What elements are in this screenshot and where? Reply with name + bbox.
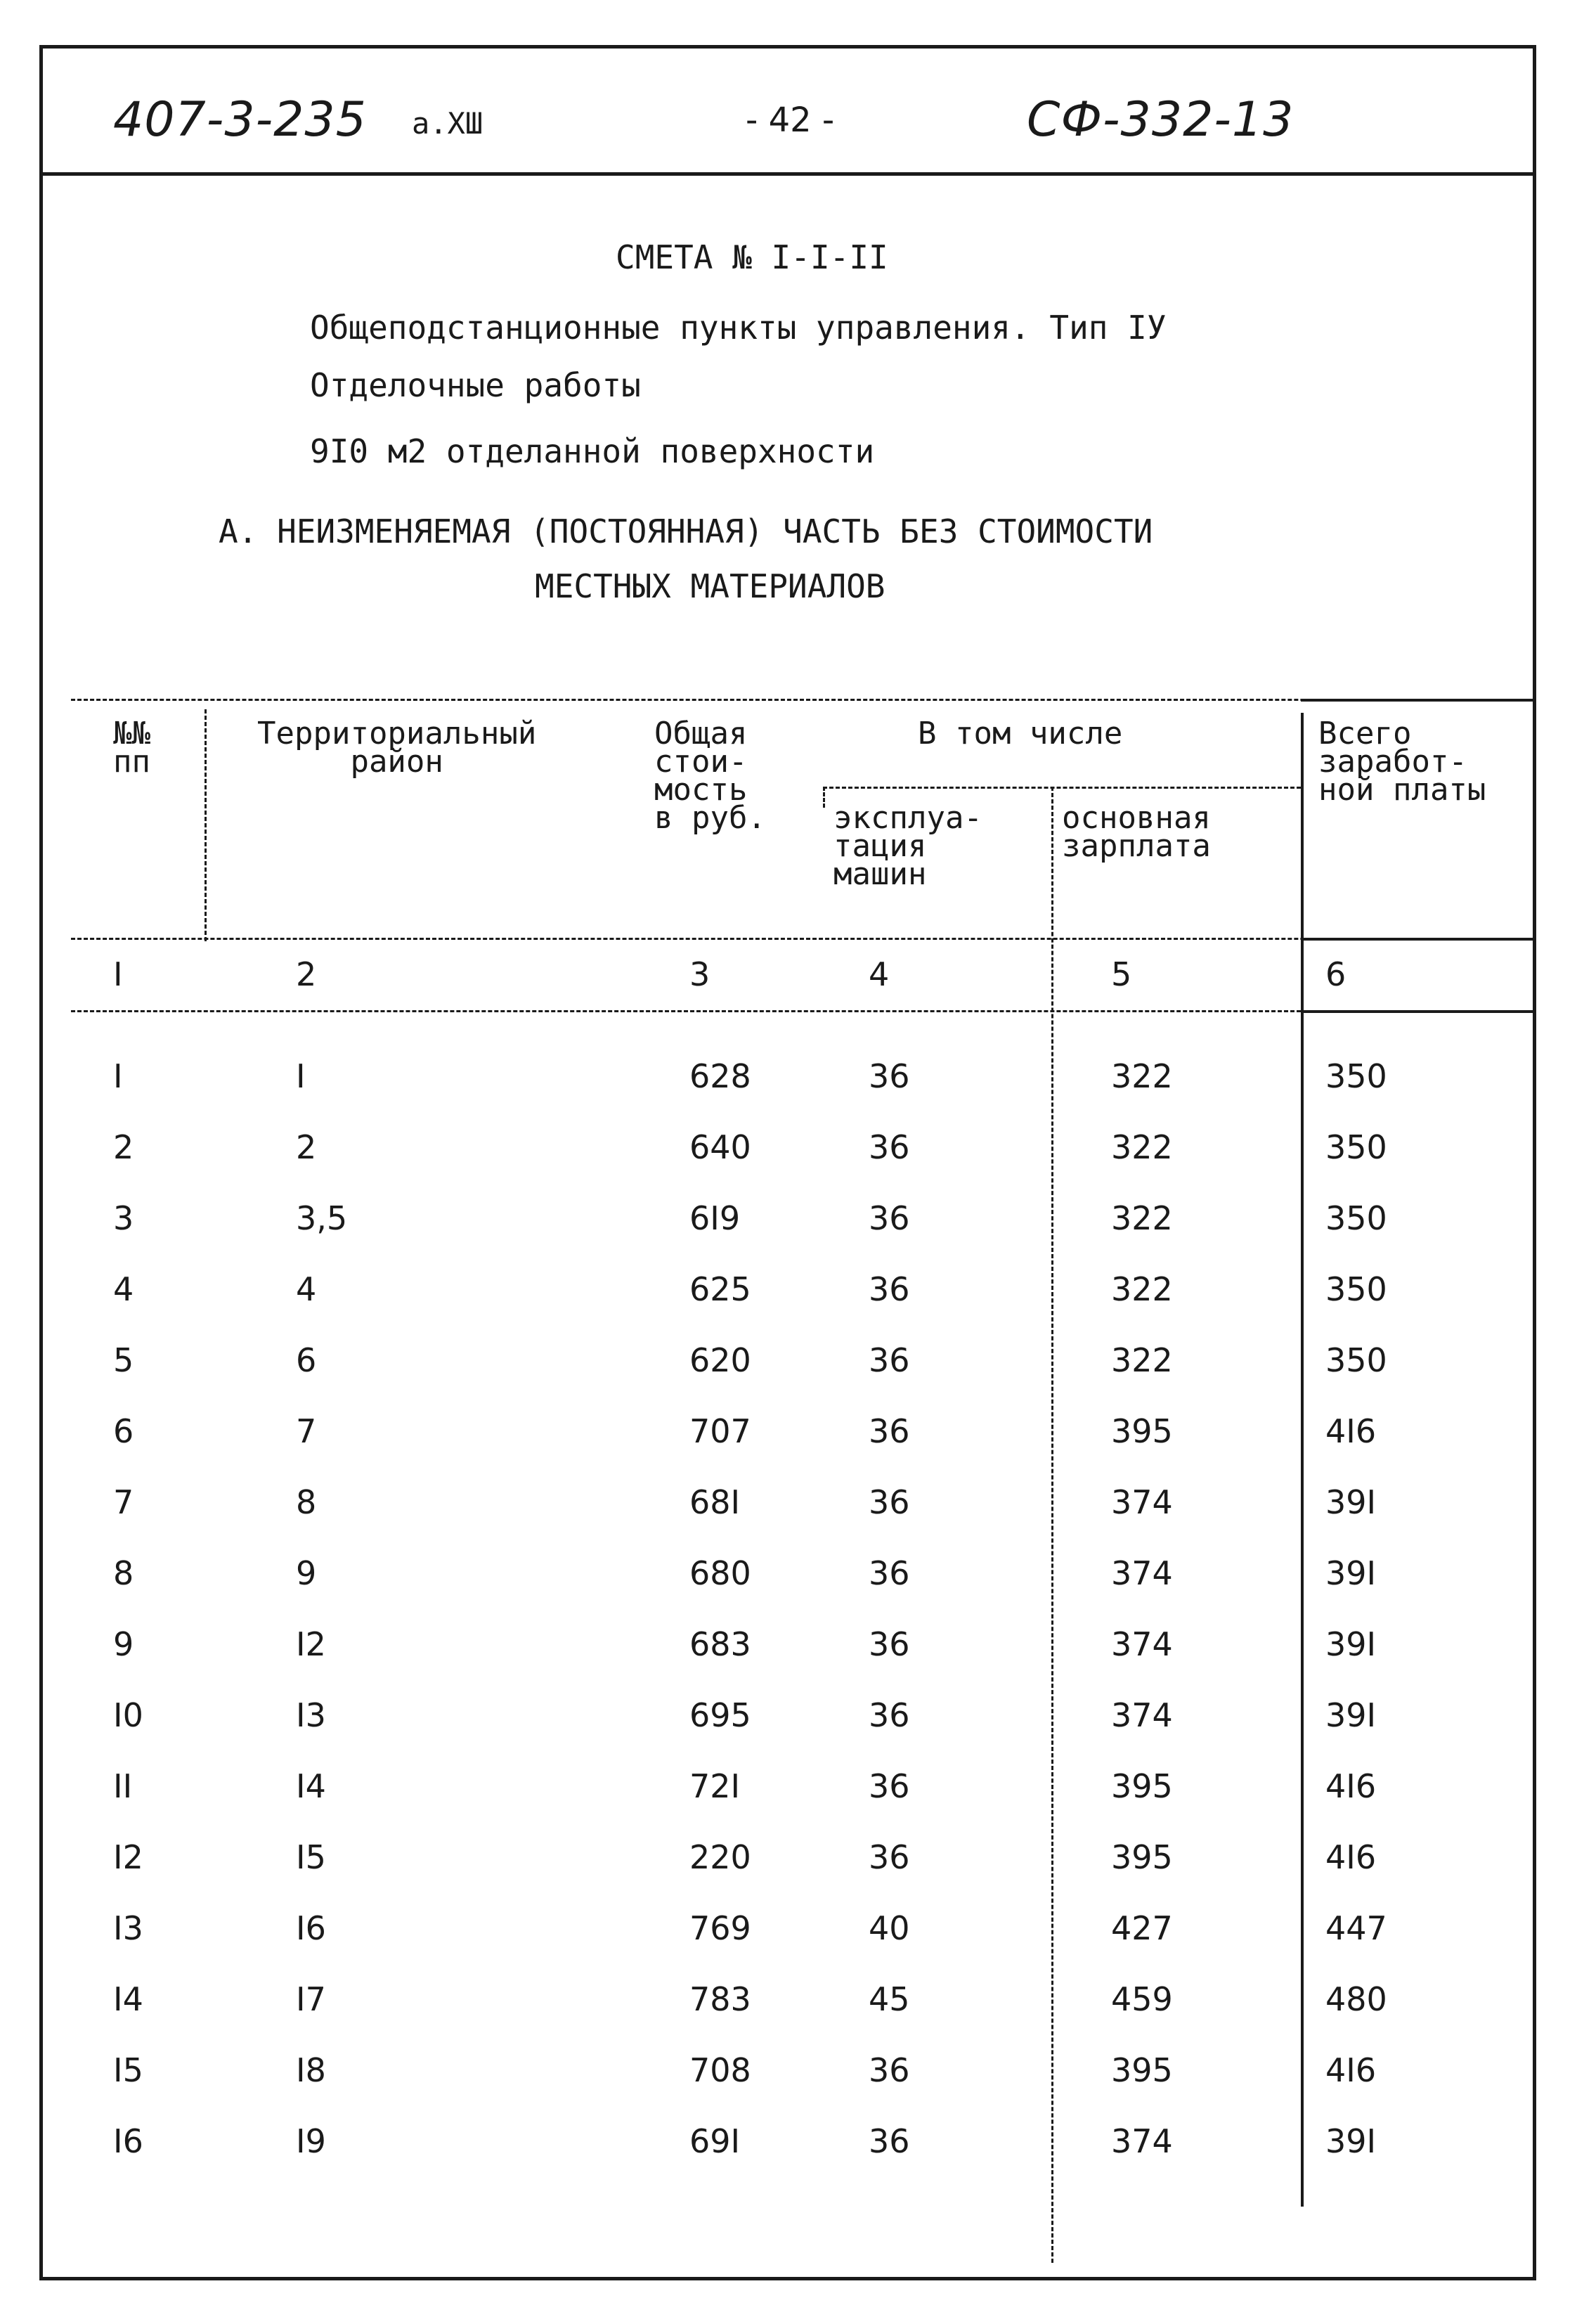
header-bottom-rule-solid (1301, 938, 1533, 941)
cell-base-salary: 322 (1111, 1270, 1173, 1308)
cell-total-salary: 4I6 (1325, 1412, 1377, 1450)
column-number-total-salary: 6 (1325, 955, 1346, 993)
cell-total-cost: 769 (689, 1909, 751, 1947)
cell-district: I2 (296, 1625, 326, 1663)
cell-total-salary: 39I (1325, 1625, 1377, 1663)
cell-machines: 45 (869, 1980, 910, 2018)
estimate-subtitle-object: Общеподстанционные пункты управления. Тип IУ (310, 309, 1167, 347)
cell-district: I4 (296, 1767, 326, 1805)
column-number-base-salary: 5 (1111, 955, 1132, 993)
cell-base-salary: 395 (1111, 1412, 1173, 1450)
cell-total-cost: 783 (689, 1980, 751, 2018)
cell-district: I6 (296, 1909, 326, 1947)
doc-code: 407-3-235 (113, 92, 367, 148)
cell-base-salary: 374 (1111, 2122, 1173, 2160)
cell-total-salary: 480 (1325, 1980, 1387, 2018)
cell-district: I7 (296, 1980, 326, 2018)
cell-total-cost: 640 (689, 1128, 751, 1166)
cell-base-salary: 395 (1111, 1767, 1173, 1805)
cell-district: 9 (296, 1554, 317, 1592)
cell-machines: 36 (869, 2122, 910, 2160)
cell-base-salary: 374 (1111, 1696, 1173, 1734)
cell-num: I (113, 1057, 123, 1095)
cell-num: I4 (113, 1980, 143, 2018)
cell-machines: 36 (869, 1057, 910, 1095)
cell-district: I9 (296, 2122, 326, 2160)
header-machines: эксплуа- тация машин (833, 800, 982, 892)
cell-total-cost: 6I9 (689, 1199, 741, 1237)
cell-num: I2 (113, 1838, 143, 1876)
cell-num: I5 (113, 2051, 143, 2089)
cell-num: 8 (113, 1554, 134, 1592)
cell-total-cost: 625 (689, 1270, 751, 1308)
cell-total-cost: 695 (689, 1696, 751, 1734)
cell-num: 5 (113, 1341, 134, 1379)
cell-total-salary: 350 (1325, 1057, 1387, 1095)
cell-district: 3,5 (296, 1199, 348, 1237)
cell-total-cost: 707 (689, 1412, 751, 1450)
cell-total-salary: 350 (1325, 1128, 1387, 1166)
cell-total-cost: 72I (689, 1767, 741, 1805)
column-number-machines: 4 (869, 955, 890, 993)
cell-district: I8 (296, 2051, 326, 2089)
page-number: - 42 - (746, 101, 835, 140)
cell-machines: 36 (869, 1412, 910, 1450)
title-block (43, 49, 1533, 176)
cell-district: 8 (296, 1483, 317, 1521)
cell-machines: 36 (869, 1128, 910, 1166)
cell-total-cost: 620 (689, 1341, 751, 1379)
cell-total-salary: 39I (1325, 2122, 1377, 2160)
cell-num: I6 (113, 2122, 143, 2160)
cell-total-salary: 350 (1325, 1341, 1387, 1379)
cell-machines: 36 (869, 1483, 910, 1521)
cell-total-salary: 350 (1325, 1199, 1387, 1237)
cell-district: I (296, 1057, 306, 1095)
table-top-rule-solid (1301, 699, 1533, 702)
cell-district: 6 (296, 1341, 317, 1379)
header-total-cost: Общая стои- мость в руб. (654, 716, 766, 836)
header-total-salary: Всего заработ- ной платы (1318, 716, 1486, 808)
col-divider-salary (1051, 787, 1053, 2263)
cell-total-salary: 39I (1325, 1554, 1377, 1592)
cell-num: 9 (113, 1625, 134, 1663)
column-number-district: 2 (296, 955, 317, 993)
cell-base-salary: 395 (1111, 1838, 1173, 1876)
cell-machines: 40 (869, 1909, 910, 1947)
subheader-tick (823, 787, 825, 808)
estimate-subtitle-volume: 9I0 м2 отделанной поверхности (310, 432, 875, 470)
album-label: а.XШ (412, 106, 484, 141)
col-divider-total-salary (1301, 713, 1304, 2207)
cell-total-salary: 39I (1325, 1483, 1377, 1521)
cell-machines: 36 (869, 1696, 910, 1734)
cell-total-cost: 680 (689, 1554, 751, 1592)
cell-district: 2 (296, 1128, 317, 1166)
cell-total-cost: 628 (689, 1057, 751, 1095)
cell-machines: 36 (869, 1554, 910, 1592)
section-title-continued: МЕСТНЫХ МАТЕРИАЛОВ (535, 567, 885, 605)
cell-num: 4 (113, 1270, 134, 1308)
document-sheet (39, 45, 1536, 2280)
cell-base-salary: 374 (1111, 1554, 1173, 1592)
cell-district: I3 (296, 1696, 326, 1734)
cell-district: 4 (296, 1270, 317, 1308)
cell-total-salary: 39I (1325, 1696, 1377, 1734)
cell-base-salary: 395 (1111, 2051, 1173, 2089)
cell-num: 2 (113, 1128, 134, 1166)
column-number-num: I (113, 955, 123, 993)
cell-total-salary: 4I6 (1325, 2051, 1377, 2089)
col-divider-num (205, 709, 207, 941)
header-district: Территориальный район (257, 716, 537, 780)
header-base-salary: основная зарплата (1062, 800, 1211, 864)
cell-total-cost: 68I (689, 1483, 741, 1521)
cell-num: 3 (113, 1199, 134, 1237)
cell-base-salary: 322 (1111, 1057, 1173, 1095)
cell-total-cost: 683 (689, 1625, 751, 1663)
header-num: №№ пп (113, 716, 150, 780)
cell-total-salary: 447 (1325, 1909, 1387, 1947)
cell-num: 7 (113, 1483, 134, 1521)
cell-total-cost: 69I (689, 2122, 741, 2160)
cell-base-salary: 322 (1111, 1128, 1173, 1166)
cell-num: 6 (113, 1412, 134, 1450)
column-number-total-cost: 3 (689, 955, 710, 993)
section-title: А. НЕИЗМЕНЯЕМАЯ (ПОСТОЯННАЯ) ЧАСТЬ БЕЗ СТОИМОСТИ (219, 512, 1153, 550)
cell-district: I5 (296, 1838, 326, 1876)
cell-total-salary: 350 (1325, 1270, 1387, 1308)
cell-base-salary: 322 (1111, 1199, 1173, 1237)
cell-machines: 36 (869, 1838, 910, 1876)
cell-base-salary: 459 (1111, 1980, 1173, 2018)
estimate-subtitle-works: Отделочные работы (310, 366, 641, 404)
cell-num: II (113, 1767, 133, 1805)
cell-base-salary: 322 (1111, 1341, 1173, 1379)
cell-district: 7 (296, 1412, 317, 1450)
cell-machines: 36 (869, 1767, 910, 1805)
cell-num: I0 (113, 1696, 143, 1734)
estimate-title: СМЕТА № I-I-II (616, 238, 888, 276)
cell-total-salary: 4I6 (1325, 1838, 1377, 1876)
subheader-rule (823, 787, 1301, 789)
cell-machines: 36 (869, 1341, 910, 1379)
cell-machines: 36 (869, 1270, 910, 1308)
col-numbers-rule (71, 1010, 1301, 1012)
cell-base-salary: 374 (1111, 1625, 1173, 1663)
cell-base-salary: 374 (1111, 1483, 1173, 1521)
cell-machines: 36 (869, 1625, 910, 1663)
cell-total-cost: 220 (689, 1838, 751, 1876)
sheet-code: СФ-332-13 (1027, 92, 1294, 148)
cell-machines: 36 (869, 1199, 910, 1237)
cell-num: I3 (113, 1909, 143, 1947)
cell-total-cost: 708 (689, 2051, 751, 2089)
cell-total-salary: 4I6 (1325, 1767, 1377, 1805)
cell-machines: 36 (869, 2051, 910, 2089)
header-including: В том числе (918, 716, 1123, 751)
cell-base-salary: 427 (1111, 1909, 1173, 1947)
col-numbers-rule-solid (1301, 1010, 1533, 1013)
